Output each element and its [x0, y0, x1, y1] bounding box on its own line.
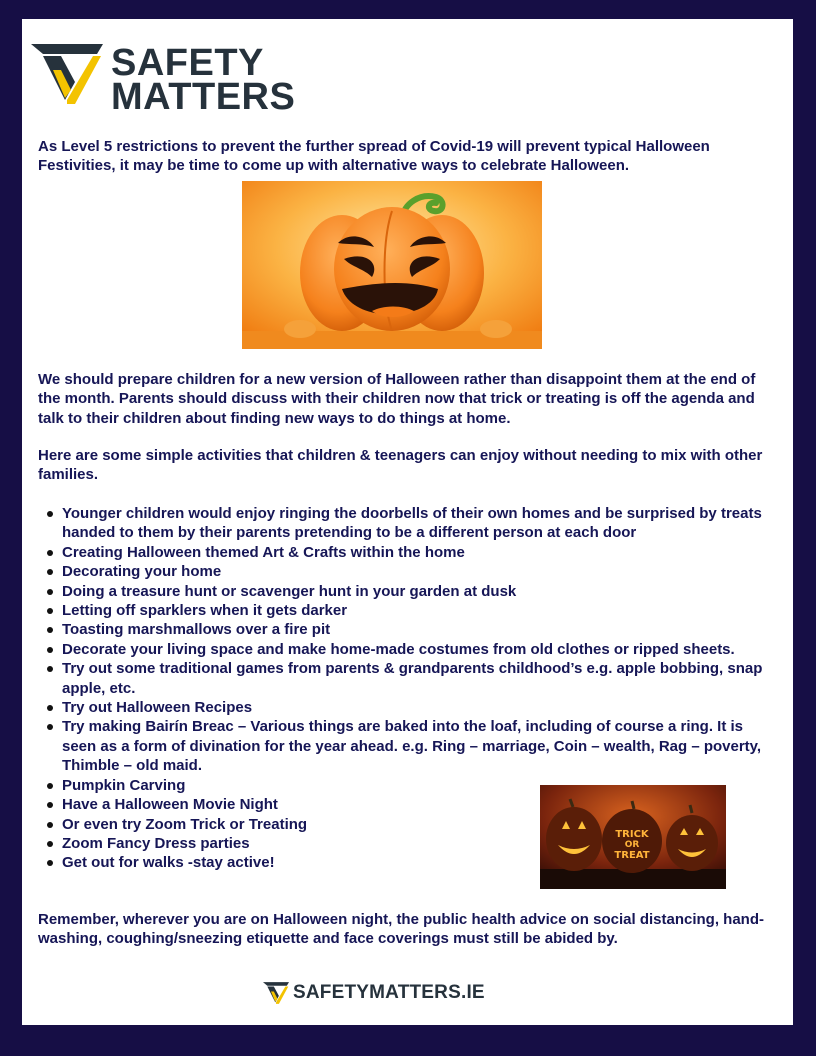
list-item: Try out some traditional games from parents & grandparents childhood’s e.g. apple bobbing, snap apple, etc. [38, 659, 778, 698]
list-item: Pumpkin Carving [38, 776, 778, 795]
carved-text-line3: TREAT [614, 850, 650, 861]
list-item: Younger children would enjoy ringing the doorbells of their own homes and be surprised by treats handed to them by their parents pretending to be a different person at each door [38, 504, 778, 543]
list-item: Doing a treasure hunt or scavenger hunt in your garden at dusk [38, 582, 778, 601]
intro-paragraph: As Level 5 restrictions to prevent the further spread of Covid-19 will prevent typical Halloween Festivities, it may be time to come up with alternative ways to celebrate Halloween. [38, 138, 710, 175]
list-item: Creating Halloween themed Art & Crafts within the home [38, 543, 778, 562]
logo-word-matters: MATTERS [111, 76, 296, 118]
logo-word-safety: SAFETY [111, 42, 264, 84]
logo-mark-icon [263, 981, 289, 1005]
list-item: Zoom Fancy Dress parties [38, 834, 778, 853]
list-item: Decorating your home [38, 562, 778, 581]
carved-pumpkins-image [540, 785, 726, 889]
prepare-paragraph: We should prepare children for a new version of Halloween rather than disappoint them at the end of the month. Parents should discuss with their children now that trick or treating is off the agenda and talk to their children about finding new ways to do things at home. [38, 371, 756, 427]
footer-logo [263, 979, 503, 1007]
list-item: Have a Halloween Movie Night [38, 795, 778, 814]
carved-text-line2: OR [624, 840, 640, 850]
list-item: Get out for walks -stay active! [38, 853, 778, 872]
logo-mark-icon [31, 42, 103, 106]
jack-o-lantern-image [242, 181, 542, 349]
closing-paragraph: Remember, wherever you are on Halloween night, the public health advice on social distancing, hand-washing, coughing/sneezing etiquette and face coverings must still be abided by. [38, 911, 764, 948]
list-item: Letting off sparklers when it gets darker [38, 601, 778, 620]
document-page [22, 19, 793, 1025]
list-item: Toasting marshmallows over a fire pit [38, 620, 778, 639]
list-item: Or even try Zoom Trick or Treating [38, 815, 778, 834]
list-item: Try out Halloween Recipes [38, 698, 778, 717]
footer-url: SAFETYMATTERS.IE [293, 982, 485, 1003]
activities-intro-paragraph: Here are some simple activities that children & teenagers can enjoy without needing to mix with other families. [38, 447, 763, 484]
carved-text-line1: TRICK [615, 829, 649, 840]
list-item: Try making Bairín Breac – Various things are baked into the loaf, including of course a ring. It is seen as a form of divination for the year ahead. e.g. Ring – marriage, Coin – wealth, Rag – poverty, Thimble – old maid. [38, 717, 778, 775]
safety-matters-logo [31, 42, 301, 118]
list-item: Decorate your living space and make home-made costumes from old clothes or ripped sheets. [38, 640, 778, 659]
